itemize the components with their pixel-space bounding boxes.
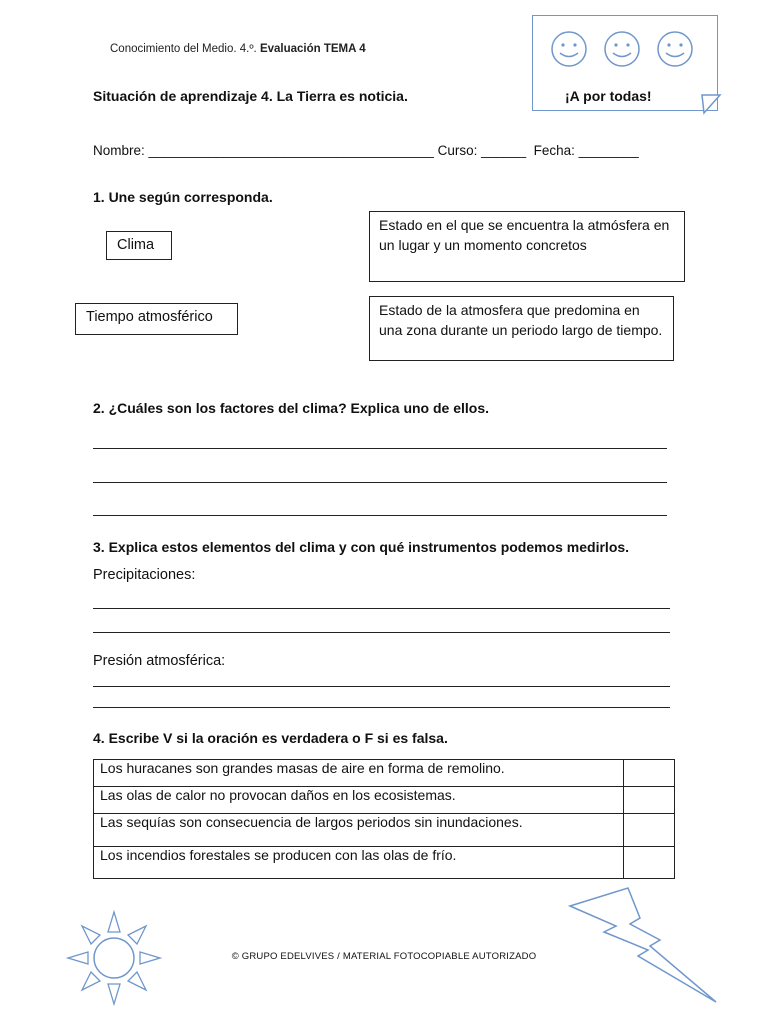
question-3-title: 3. Explica estos elementos del clima y con qué instrumentos podemos medirlos. [93,539,630,555]
answer-cell[interactable] [624,847,675,879]
table-row [94,847,675,879]
smiley-icon [603,30,641,68]
answer-line[interactable] [93,515,667,516]
question-4-title: 4. Escribe V si la oración es verdadera o F si es falsa. [93,730,448,746]
evaluation-title: Evaluación TEMA 4 [259,43,366,55]
term-box-tiempo[interactable]: Tiempo atmosférico [75,303,238,335]
table-row [94,760,675,787]
answer-line[interactable] [93,448,667,449]
answer-cell[interactable] [624,787,675,814]
answer-line[interactable] [93,482,667,483]
answer-line[interactable] [93,707,670,708]
definition-box-1[interactable]: Estado en el que se encuentra la atmósfera en un lugar y un momento concretos [369,211,685,282]
answer-cell[interactable] [624,760,675,787]
item-precipitaciones: Precipitaciones: [93,567,196,583]
answer-line[interactable] [93,632,670,633]
table-row [94,814,675,847]
note-text: ¡A por todas! [565,88,652,104]
subject-text: Conocimiento del Medio. 4.º. [110,43,260,55]
answer-line[interactable] [93,608,670,609]
smiley-icon [550,30,588,68]
situation-title: Situación de aprendizaje 4. La Tierra es noticia. [93,88,408,104]
statement-cell: Los huracanes son grandes masas de aire en forma de remolino. [94,760,624,787]
lightning-icon [568,886,720,1008]
header-line [110,43,366,55]
statement-cell: Las olas de calor no provocan daños en los ecosistemas. [94,787,624,814]
smiley-icon [656,30,694,68]
student-info-line[interactable]: Nombre: ______________________________________ Curso: ______ Fecha: ________ [93,143,639,158]
question-1-title: 1. Une según corresponda. [93,189,273,205]
note-fold-icon [700,93,722,115]
statement-cell: Los incendios forestales se producen con las olas de frío. [94,847,624,879]
term-box-clima[interactable]: Clima [106,231,172,260]
question-2-title: 2. ¿Cuáles son los factores del clima? Explica uno de ellos. [93,400,490,416]
item-presion-atmosferica: Presión atmosférica: [93,653,226,669]
table-row [94,787,675,814]
true-false-table [93,759,675,879]
answer-line[interactable] [93,686,670,687]
footer-copyright: © GRUPO EDELVIVES / MATERIAL FOTOCOPIABLE AUTORIZADO [231,951,537,962]
definition-box-2[interactable]: Estado de la atmosfera que predomina en una zona durante un periodo largo de tiempo. [369,296,674,361]
statement-cell: Las sequías son consecuencia de largos periodos sin inundaciones. [94,814,624,847]
answer-cell[interactable] [624,814,675,847]
